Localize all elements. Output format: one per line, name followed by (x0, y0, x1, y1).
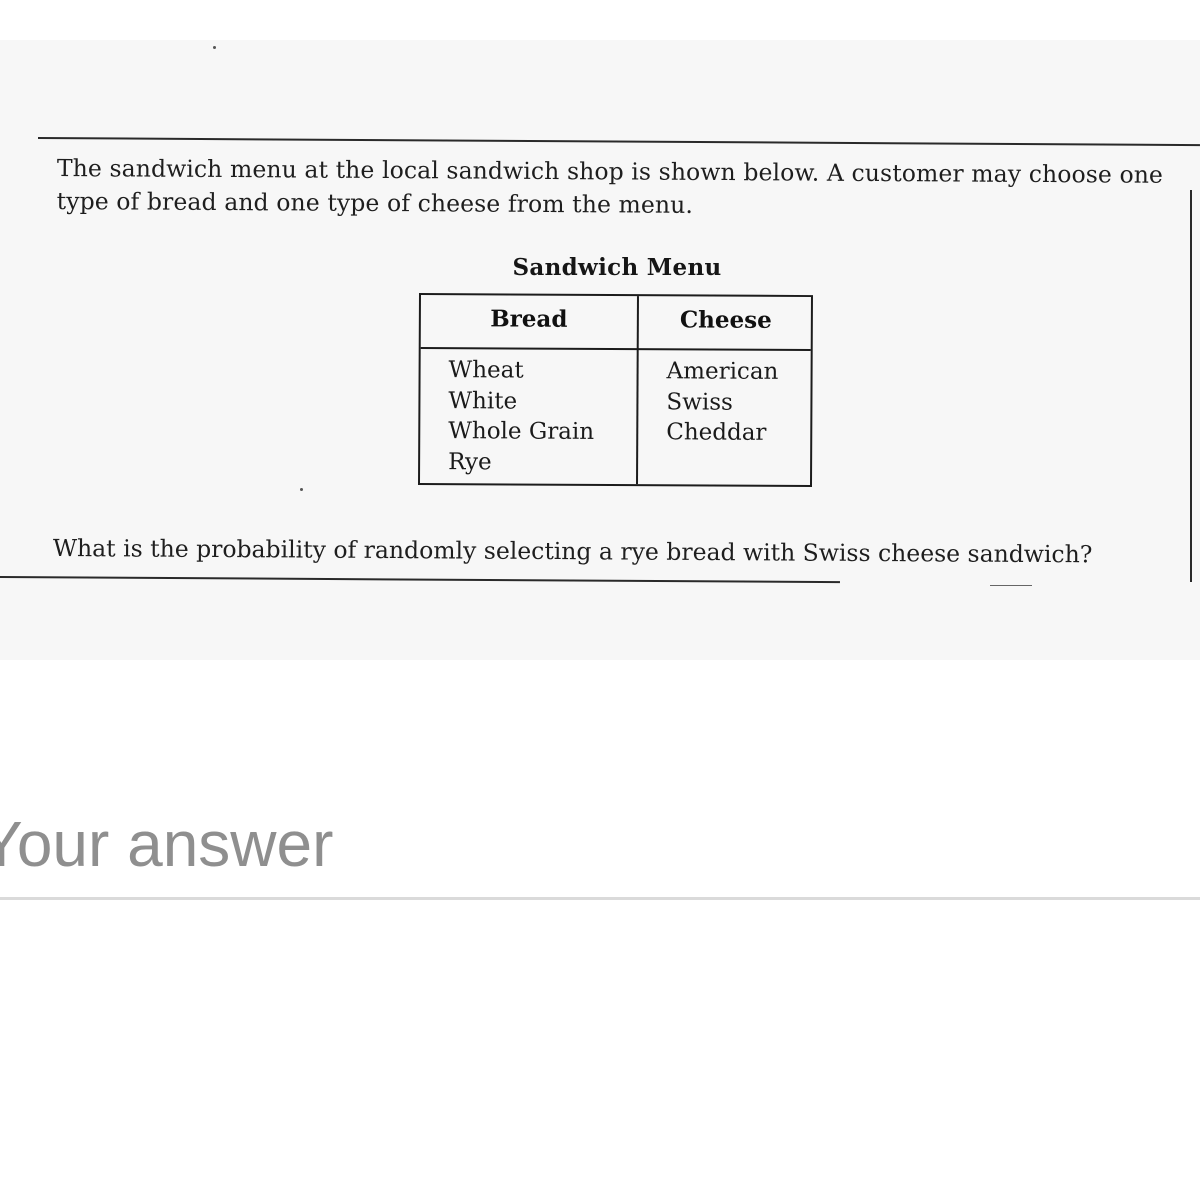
bread-item-wheat: Wheat (448, 357, 524, 384)
bread-item-white: White (448, 387, 518, 415)
bread-item-rye: Rye (448, 448, 492, 475)
question-border-fragment (990, 585, 1032, 586)
bread-list (448, 355, 594, 478)
answer-input[interactable] (0, 790, 1200, 900)
scan-speck (300, 488, 303, 491)
question-prompt: What is the probability of randomly selecting a rye bread with Swiss cheese sandwich? (52, 534, 1093, 569)
cheese-list (666, 356, 778, 448)
cheese-item-cheddar: Cheddar (666, 419, 767, 446)
cheese-item-swiss: Swiss (666, 388, 733, 416)
menu-title: Sandwich Menu (512, 254, 722, 281)
column-header-cheese: Cheese (679, 306, 772, 334)
question-border-right (1190, 190, 1192, 582)
sandwich-menu-table (418, 293, 813, 487)
column-header-bread: Bread (490, 305, 568, 333)
question-intro: The sandwich menu at the local sandwich shop is shown below. A customer may choose one type of bread and one type of cheese from the menu. (56, 153, 1164, 219)
table-header-divider (421, 347, 811, 351)
cheese-item-american: American (666, 358, 779, 385)
scan-speck (213, 46, 216, 49)
bread-item-whole-grain: Whole Grain (448, 418, 595, 445)
